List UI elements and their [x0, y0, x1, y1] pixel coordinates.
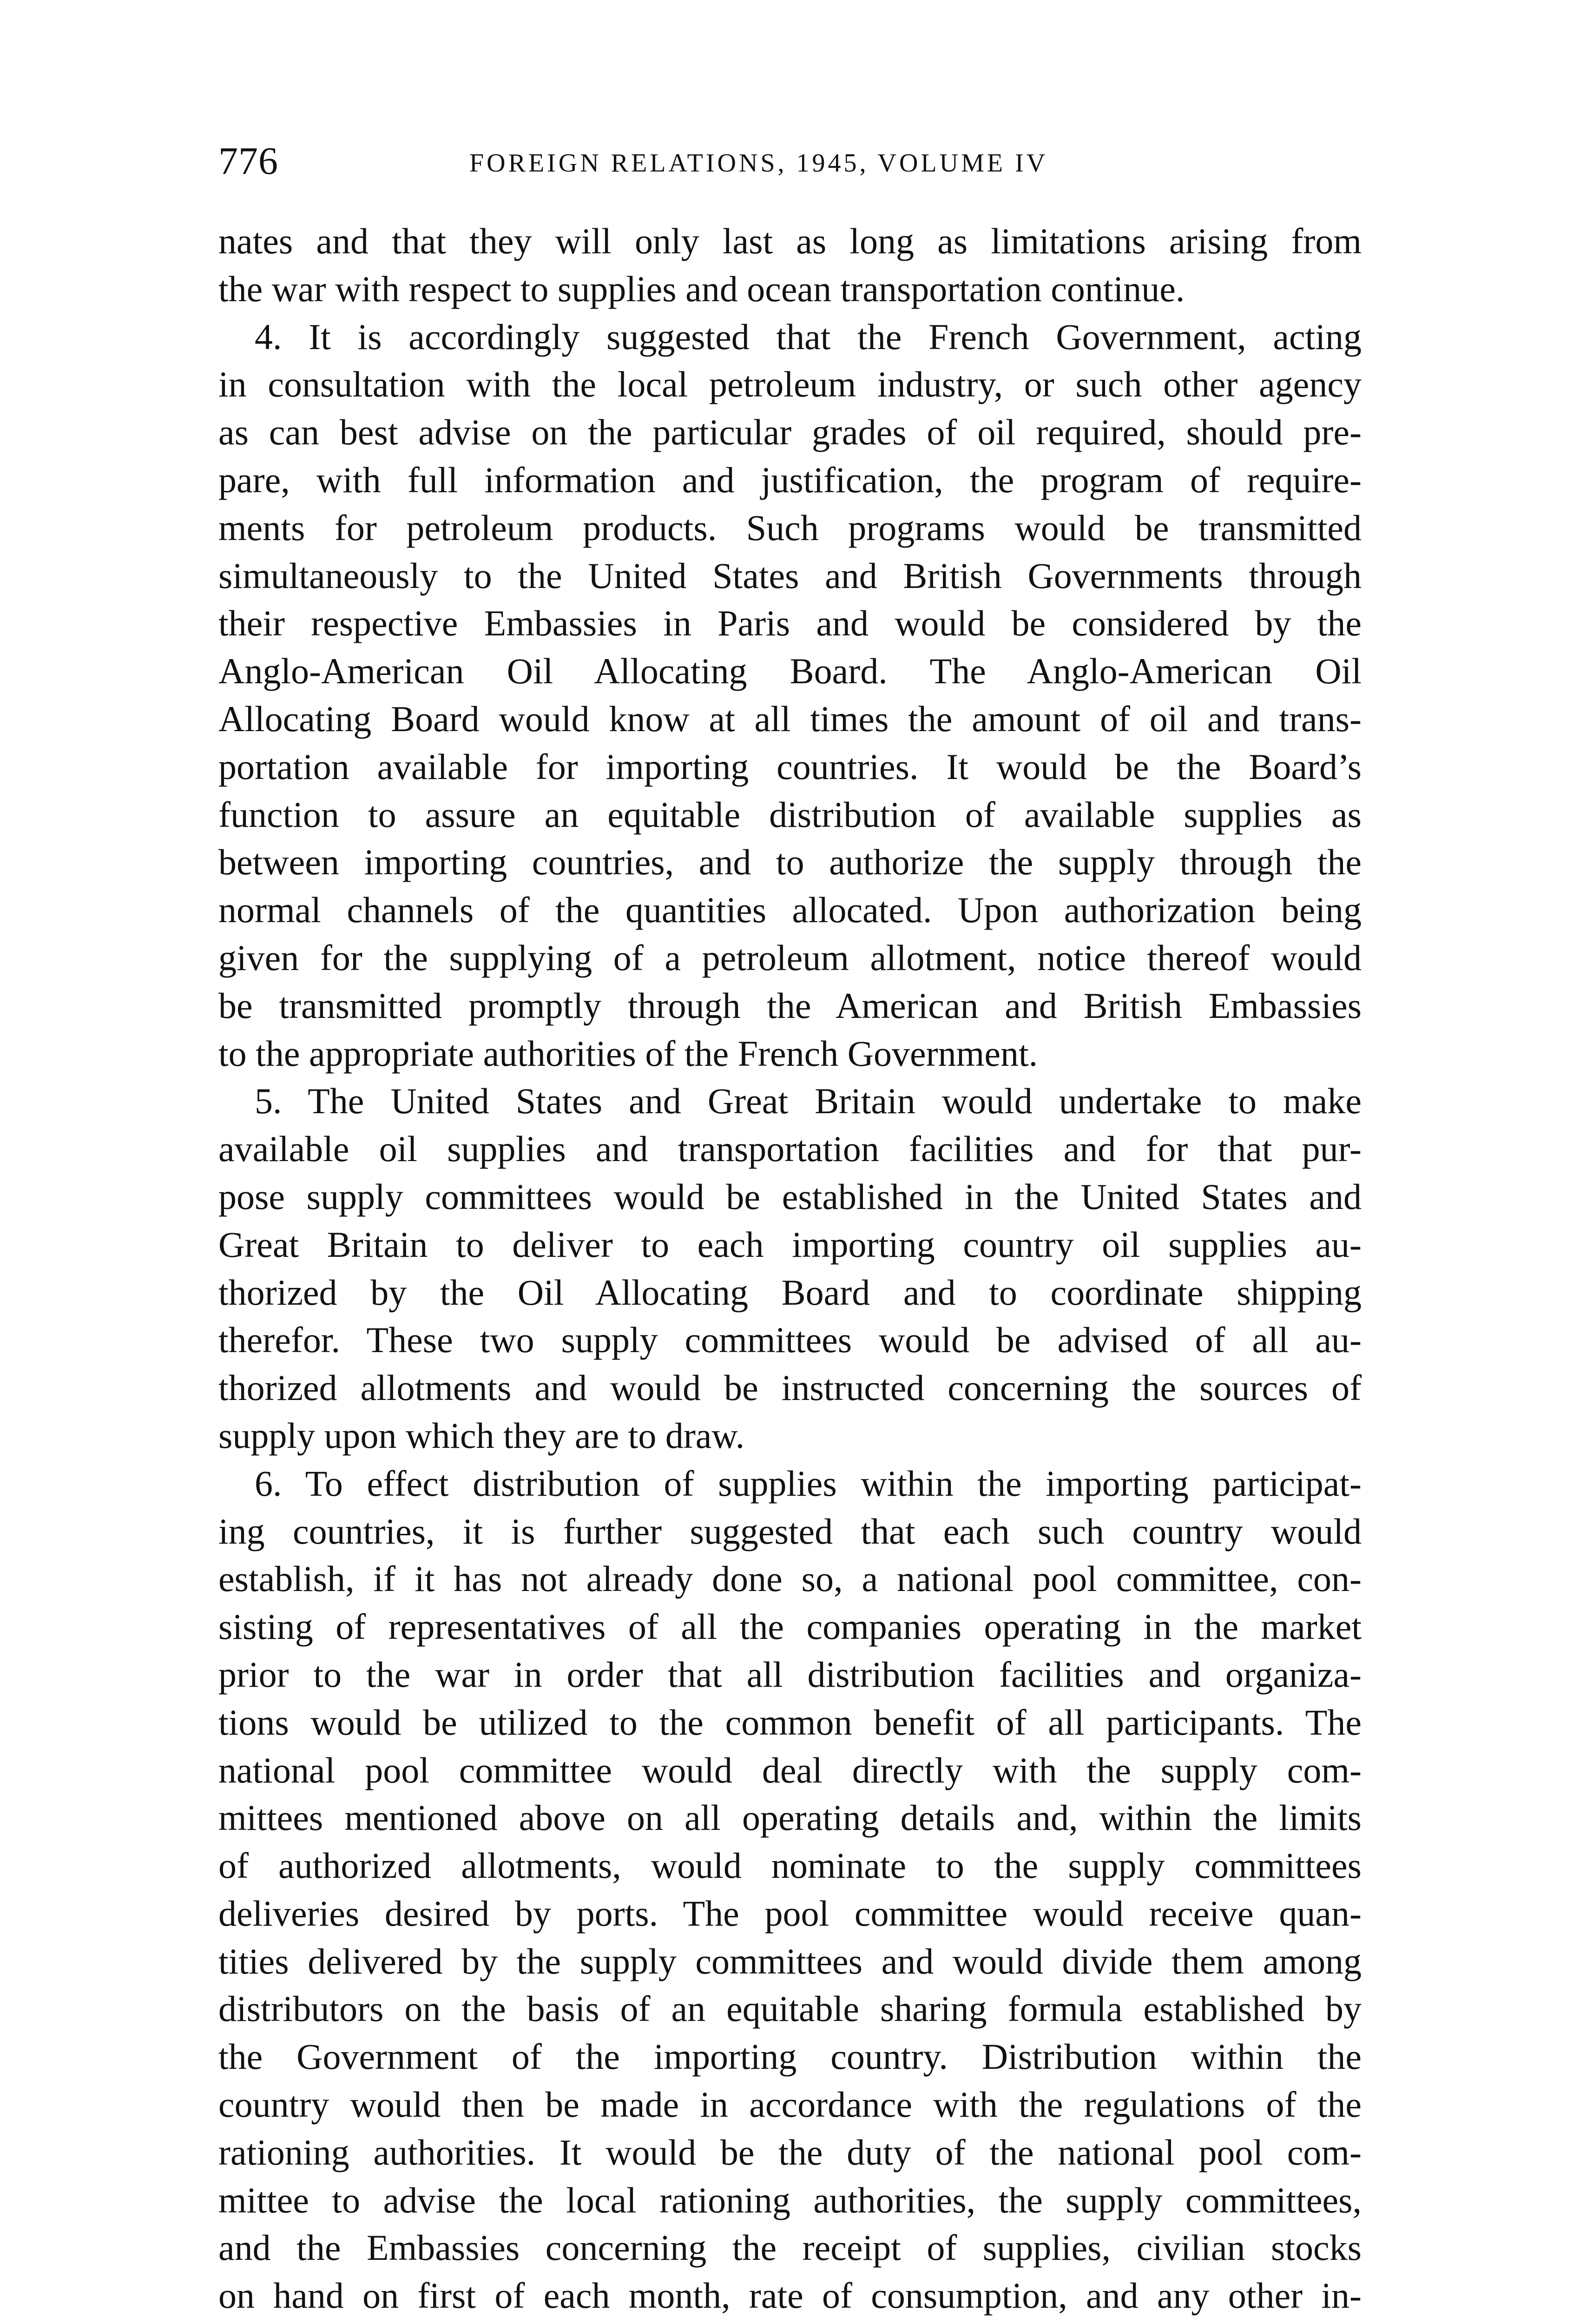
- text-line: rationing authorities. It would be the duty of the national pool com-: [218, 2132, 1362, 2172]
- text-line: Great Britain to deliver to each importing country oil supplies au-: [218, 1224, 1362, 1265]
- text-line: supply upon which they are to draw.: [218, 1415, 745, 1456]
- text-line: and the Embassies concerning the receipt of supplies, civilian stocks: [218, 2227, 1362, 2268]
- text-line: as can best advise on the particular grades of oil required, should pre-: [218, 412, 1362, 453]
- text-line: 4. It is accordingly suggested that the French Government, acting: [255, 316, 1362, 357]
- text-line: be transmitted promptly through the American and British Embassies: [218, 985, 1362, 1026]
- running-head: [218, 136, 1362, 187]
- text-line: mittees mentioned above on all operating details and, within the limits: [218, 1797, 1362, 1838]
- text-line: in consultation with the local petroleum industry, or such other agency: [218, 364, 1362, 405]
- text-line: the Government of the importing country. Distribution within the: [218, 2036, 1362, 2077]
- text-line: portation available for importing countries. It would be the Board’s: [218, 746, 1362, 787]
- text-line: function to assure an equitable distribution of available supplies as: [218, 794, 1362, 835]
- text-line: establish, if it has not already done so, a national pool committee, con-: [218, 1558, 1362, 1599]
- text-line: available oil supplies and transportation facilities and for that pur-: [218, 1129, 1362, 1169]
- text-line: sisting of representatives of all the companies operating in the market: [218, 1606, 1362, 1647]
- text-line: thorized allotments and would be instructed concerning the sources of: [218, 1367, 1362, 1408]
- text-line: prior to the war in order that all distribution facilities and organiza-: [218, 1654, 1362, 1695]
- text-line: Allocating Board would know at all times the amount of oil and trans-: [218, 698, 1362, 739]
- text-line: national pool committee would deal directly with the supply com-: [218, 1750, 1362, 1790]
- body-text: [218, 218, 1362, 2320]
- text-line: normal channels of the quantities allocated. Upon authorization being: [218, 890, 1362, 931]
- text-line: on hand on first of each month, rate of consumption, and any other in-: [218, 2275, 1362, 2316]
- text-line: therefor. These two supply committees would be advised of all au-: [218, 1320, 1362, 1360]
- text-line: tities delivered by the supply committees and would divide them among: [218, 1941, 1362, 1981]
- text-line: deliveries desired by ports. The pool committee would receive quan-: [218, 1893, 1362, 1934]
- text-line: thorized by the Oil Allocating Board and to coordinate shipping: [218, 1272, 1362, 1313]
- text-line: to the appropriate authorities of the French Government.: [218, 1033, 1038, 1074]
- text-line: given for the supplying of a petroleum allotment, notice thereof would: [218, 937, 1362, 978]
- text-line: of authorized allotments, would nominate to the supply committees: [218, 1845, 1362, 1886]
- text-line: their respective Embassies in Paris and would be considered by the: [218, 603, 1362, 644]
- text-line: 5. The United States and Great Britain would undertake to make: [255, 1081, 1362, 1122]
- text-line: country would then be made in accordance with the regulations of the: [218, 2084, 1362, 2125]
- text-line: distributors on the basis of an equitable sharing formula established by: [218, 1988, 1362, 2029]
- text-line: 6. To effect distribution of supplies within the importing participat-: [255, 1463, 1362, 1504]
- text-line: ments for petroleum products. Such programs would be transmitted: [218, 507, 1362, 548]
- text-line: pare, with full information and justification, the program of require-: [218, 459, 1362, 500]
- text-line: mittee to advise the local rationing authorities, the supply committees,: [218, 2179, 1362, 2220]
- text-line: pose supply committees would be established in the United States and: [218, 1176, 1362, 1217]
- text-line: nates and that they will only last as long as limitations arising from: [218, 221, 1362, 261]
- page-number: 776: [218, 139, 278, 183]
- text-line: ing countries, it is further suggested that each such country would: [218, 1511, 1362, 1552]
- text-line: tions would be utilized to the common benefit of all participants. The: [218, 1702, 1362, 1743]
- text-line: simultaneously to the United States and British Governments through: [218, 555, 1362, 596]
- text-line: Anglo-American Oil Allocating Board. The Anglo-American Oil: [218, 651, 1362, 692]
- running-head-title: FOREIGN RELATIONS, 1945, VOLUME IV: [469, 149, 1048, 178]
- text-line: between importing countries, and to authorize the supply through the: [218, 842, 1362, 883]
- text-line: the war with respect to supplies and ocean transportation continue.: [218, 268, 1185, 309]
